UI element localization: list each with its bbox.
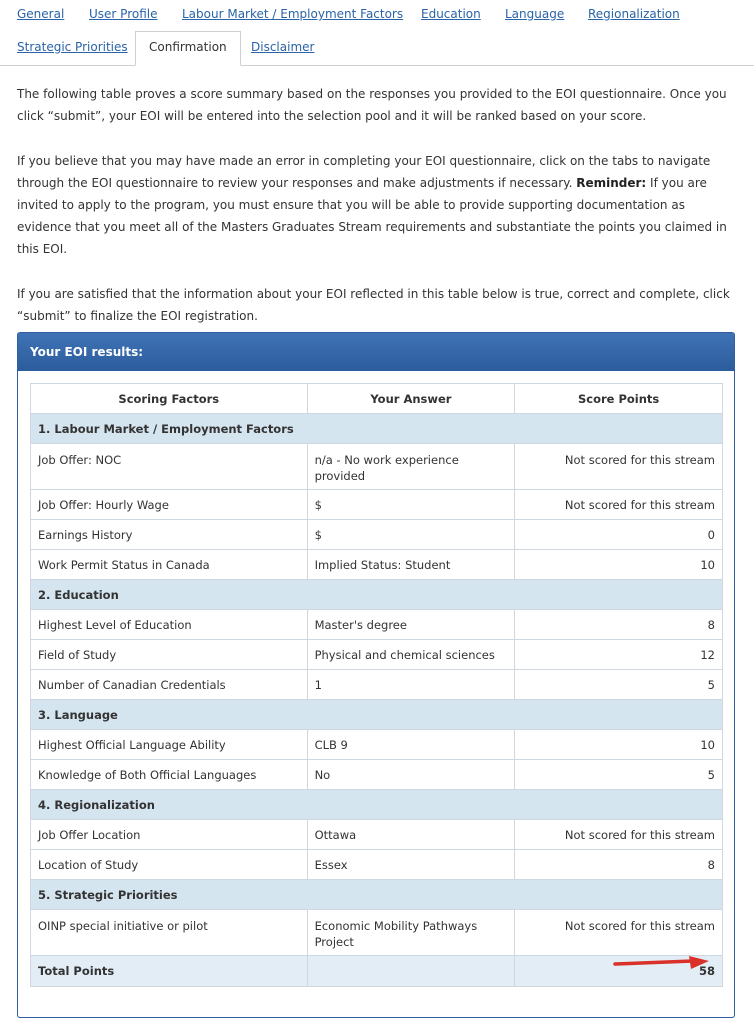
table-row xyxy=(31,820,723,850)
points-cell: 0 xyxy=(515,520,723,550)
intro-paragraph-submit: If you are satisfied that the information about your EOI reflected in this table below is true, correct and complete, click “submit” to finalize the EOI registration. xyxy=(17,287,730,323)
errors-text: If you believe that you may have made an error in completing your EOI questionnaire, click on the tabs to navigate through the EOI questionnaire to review your responses and make adjustments if necessary. xyxy=(17,154,711,190)
header-score-points: Score Points xyxy=(515,384,723,414)
section-title: 5. Strategic Priorities xyxy=(31,880,723,910)
total-points: 58 xyxy=(515,956,723,987)
panel-title: Your EOI results: xyxy=(18,333,734,371)
total-answer xyxy=(307,956,515,987)
points-cell: Not scored for this stream xyxy=(515,490,723,520)
tab-confirmation[interactable]: Confirmation xyxy=(135,31,241,66)
table-row xyxy=(31,490,723,520)
section-row xyxy=(31,880,723,910)
points-cell: Not scored for this stream xyxy=(515,910,723,956)
table-row xyxy=(31,640,723,670)
factor-cell: Number of Canadian Credentials xyxy=(31,670,308,700)
intro-paragraph-summary: The following table proves a score summary based on the responses you provided to the EOI questionnaire. Once you click “submit”, your EOI will be entered into the selection pool and it will be ranked based on your score. xyxy=(17,87,727,123)
factor-cell: Job Offer: NOC xyxy=(31,444,308,490)
answer-cell: Master's degree xyxy=(307,610,515,640)
factor-cell: Earnings History xyxy=(31,520,308,550)
table-row xyxy=(31,850,723,880)
intro-paragraph-errors xyxy=(17,127,737,260)
points-cell: 5 xyxy=(515,760,723,790)
section-row xyxy=(31,414,723,444)
section-row xyxy=(31,700,723,730)
table-row xyxy=(31,610,723,640)
points-cell: Not scored for this stream xyxy=(515,820,723,850)
table-row xyxy=(31,910,723,956)
tab-strategic-priorities[interactable]: Strategic Priorities xyxy=(17,40,128,54)
answer-cell: $ xyxy=(307,520,515,550)
factor-cell: Job Offer: Hourly Wage xyxy=(31,490,308,520)
points-cell: 10 xyxy=(515,550,723,580)
section-title: 4. Regionalization xyxy=(31,790,723,820)
tab-user-profile[interactable]: User Profile xyxy=(89,7,158,21)
tab-language[interactable]: Language xyxy=(505,7,565,21)
answer-cell: 1 xyxy=(307,670,515,700)
answer-cell: CLB 9 xyxy=(307,730,515,760)
points-cell: 10 xyxy=(515,730,723,760)
factor-cell: Work Permit Status in Canada xyxy=(31,550,308,580)
answer-cell: n/a - No work experience provided xyxy=(307,444,515,490)
points-cell: 12 xyxy=(515,640,723,670)
answer-cell: No xyxy=(307,760,515,790)
reminder-text: If you are invited to apply to the program, you must ensure that you will be able to provide supporting documentation as evidence that you meet all of the Masters Graduates Stream requirements and substantiate the points you claimed in this EOI. xyxy=(17,176,727,256)
answer-cell: Implied Status: Student xyxy=(307,550,515,580)
answer-cell: Ottawa xyxy=(307,820,515,850)
table-row xyxy=(31,730,723,760)
answer-cell: Physical and chemical sciences xyxy=(307,640,515,670)
tab-disclaimer[interactable]: Disclaimer xyxy=(251,40,315,54)
tab-bar xyxy=(0,0,754,66)
header-your-answer: Your Answer xyxy=(307,384,515,414)
tab-labour-market[interactable]: Labour Market / Employment Factors xyxy=(182,7,404,21)
answer-cell: Economic Mobility Pathways Project xyxy=(307,910,515,956)
table-row xyxy=(31,550,723,580)
factor-cell: Location of Study xyxy=(31,850,308,880)
results-table xyxy=(30,383,723,987)
table-row xyxy=(31,670,723,700)
section-title: 1. Labour Market / Employment Factors xyxy=(31,414,723,444)
tab-general[interactable]: General xyxy=(17,7,65,21)
tab-regionalization[interactable]: Regionalization xyxy=(588,7,680,21)
table-row xyxy=(31,760,723,790)
reminder-label: Reminder: xyxy=(576,176,647,190)
factor-cell: Job Offer Location xyxy=(31,820,308,850)
answer-cell: Essex xyxy=(307,850,515,880)
factor-cell: Knowledge of Both Official Languages xyxy=(31,760,308,790)
intro-text xyxy=(0,66,754,327)
answer-cell: $ xyxy=(307,490,515,520)
eoi-results-panel xyxy=(17,332,735,1018)
total-label: Total Points xyxy=(31,956,308,987)
header-scoring-factors: Scoring Factors xyxy=(31,384,308,414)
section-title: 2. Education xyxy=(31,580,723,610)
points-cell: 8 xyxy=(515,610,723,640)
table-row xyxy=(31,520,723,550)
table-header-row xyxy=(31,384,723,414)
points-cell: 8 xyxy=(515,850,723,880)
section-row xyxy=(31,790,723,820)
table-row xyxy=(31,444,723,490)
factor-cell: OINP special initiative or pilot xyxy=(31,910,308,956)
section-row xyxy=(31,580,723,610)
points-cell: Not scored for this stream xyxy=(515,444,723,490)
arrow-right-icon xyxy=(613,956,713,970)
factor-cell: Highest Level of Education xyxy=(31,610,308,640)
section-title: 3. Language xyxy=(31,700,723,730)
factor-cell: Field of Study xyxy=(31,640,308,670)
points-cell: 5 xyxy=(515,670,723,700)
tab-education[interactable]: Education xyxy=(421,7,481,21)
factor-cell: Highest Official Language Ability xyxy=(31,730,308,760)
